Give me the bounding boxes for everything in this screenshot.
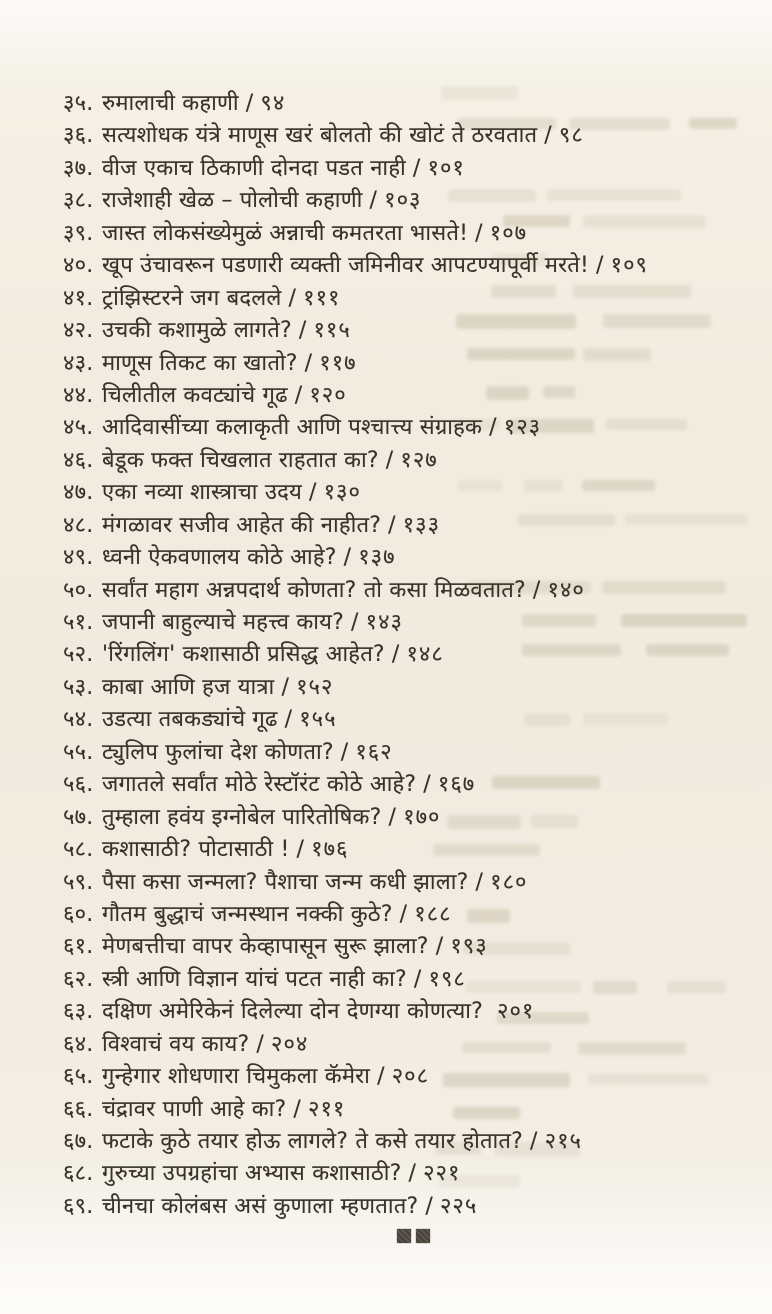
entry-number: ३७.: [63, 155, 94, 181]
entry-separator: /: [284, 707, 293, 733]
entry-number: ५३.: [63, 674, 94, 700]
entry-number: ६४.: [63, 1031, 94, 1057]
entry-title: पैसा कसा जन्मला? पैशाचा जन्म कधी झाला?: [102, 869, 469, 895]
toc-entry: [63, 639, 763, 671]
entry-number: ५९.: [63, 869, 94, 895]
toc-entry: [63, 996, 763, 1028]
entry-separator: /: [245, 91, 254, 116]
toc-entry: [63, 737, 763, 769]
toc-entry: [63, 315, 763, 347]
entry-title: गौतम बुद्धाचं जन्मस्थान नक्की कुठे?: [102, 901, 393, 927]
toc-entry: [63, 964, 763, 996]
entry-number: ५२.: [63, 642, 94, 668]
entry-page-number: १७६: [311, 837, 349, 863]
toc-entry: [63, 867, 763, 899]
entry-separator: /: [532, 577, 541, 603]
entry-title: सत्यशोधक यंत्रे माणूस खरं बोलतो की खोटं ते ठरवतात: [102, 123, 538, 149]
entry-title: दक्षिण अमेरिकेनं दिलेल्या दोन देणग्या कोणत्या?: [102, 999, 484, 1025]
entry-number: ४९.: [63, 545, 94, 571]
entry-number: ५४.: [63, 707, 94, 733]
entry-number: ५८.: [63, 837, 94, 863]
filled-square-icon: [397, 1229, 411, 1243]
entry-number: ४०.: [63, 253, 94, 279]
entry-separator: /: [388, 804, 397, 830]
entry-page-number: १३७: [358, 545, 396, 571]
entry-number: ६५.: [63, 1064, 94, 1090]
entry-page-number: १४०: [547, 577, 585, 603]
entry-page-number: १०९: [610, 253, 648, 279]
entry-separator: /: [288, 285, 297, 311]
entry-page-number: १५५: [299, 707, 337, 733]
entry-page-number: १५२: [296, 674, 334, 700]
entry-separator: /: [351, 610, 359, 635]
entry-title: उडत्या तबकड्यांचे गूढ: [102, 707, 278, 733]
toc-entry: [63, 88, 763, 120]
entry-number: ४३.: [63, 350, 94, 376]
entry-page-number: १६२: [355, 739, 393, 765]
filled-square-icon: [416, 1229, 430, 1243]
entry-separator: /: [293, 1096, 302, 1122]
toc-entry: [63, 542, 763, 574]
entry-title: उचकी कशामुळे लागते?: [102, 318, 292, 344]
entry-title: जगातले सर्वांत मोठे रेस्टॉरंट कोठे आहे?: [102, 772, 417, 798]
entry-title: खूप उंचावरून पडणारी व्यक्ती जमिनीवर आपटण्यापूर्वी मरते!: [102, 253, 590, 279]
entry-separator: /: [399, 901, 408, 927]
toc-entry: [63, 348, 763, 380]
entry-title: मेणबत्तीचा वापर केव्हापासून सुरू झाला?: [102, 934, 429, 960]
entry-title: गुन्हेगार शोधणारा चिमुकला कॅमेरा: [102, 1064, 371, 1090]
toc-entry: [63, 802, 763, 834]
entry-number: ३९.: [63, 220, 94, 246]
entry-page-number: १०७: [489, 220, 528, 246]
entry-separator: /: [391, 642, 400, 668]
toc-entry: [63, 1158, 763, 1190]
toc-entry: [63, 185, 763, 217]
entry-page-number: २२१: [423, 1161, 461, 1187]
entry-number: ६६.: [63, 1096, 94, 1122]
entry-page-number: १३०: [323, 480, 361, 506]
entry-separator: /: [475, 869, 484, 895]
table-of-contents: [63, 88, 763, 1223]
entry-number: ४१.: [63, 285, 94, 311]
entry-title: माणूस तिकट का खातो?: [102, 350, 298, 376]
toc-entry: [63, 510, 763, 542]
entry-separator: /: [423, 772, 431, 798]
entry-number: ६७.: [63, 1129, 94, 1154]
toc-entry: [63, 380, 763, 412]
entry-number: ६२.: [63, 966, 94, 992]
entry-separator: /: [413, 966, 422, 992]
entry-title: कशासाठी? पोटासाठी !: [102, 837, 290, 863]
entry-separator: /: [412, 155, 421, 181]
toc-entry: [63, 1126, 763, 1158]
toc-entry: [63, 1094, 763, 1126]
entry-number: ३५.: [63, 91, 94, 116]
entry-page-number: २२५: [439, 1193, 478, 1219]
entry-separator: /: [308, 480, 317, 506]
entry-page-number: १२०: [309, 382, 347, 408]
toc-entry: [63, 153, 763, 185]
entry-page-number: ९४: [260, 91, 286, 116]
entry-separator: /: [343, 545, 352, 571]
entry-separator: /: [425, 1193, 433, 1219]
entry-page-number: १९८: [428, 966, 466, 992]
entry-title: रुमालाची कहाणी: [102, 91, 239, 116]
entry-number: ६८.: [63, 1161, 94, 1187]
entry-separator: /: [388, 512, 396, 538]
entry-separator: /: [340, 739, 349, 765]
entry-number: ४४.: [63, 382, 94, 408]
entry-title: सर्वांत महाग अन्नपदार्थ कोणता? तो कसा मिळवतात?: [102, 577, 526, 603]
entry-page-number: १३३: [402, 512, 441, 538]
entry-separator: /: [408, 1161, 417, 1187]
toc-entry: [63, 477, 763, 509]
entry-number: ६१.: [63, 934, 94, 960]
entry-title: मंगळावर सजीव आहेत की नाहीत?: [102, 512, 382, 538]
entry-page-number: १२७: [400, 447, 438, 473]
entry-page-number: १८८: [414, 901, 452, 927]
toc-entry: [63, 575, 763, 607]
entry-number: ४६.: [63, 447, 94, 473]
entry-title: आदिवासींच्या कलाकृती आणि पश्चात्त्य संग्राहक: [102, 415, 483, 441]
toc-entry: [63, 250, 763, 282]
entry-page-number: १४३: [365, 610, 403, 635]
entry-number: ५१.: [63, 610, 94, 635]
entry-title: तुम्हाला हवंय इग्नोबेल पारितोषिक?: [102, 804, 382, 830]
entry-title: चीनचा कोलंबस असं कुणाला म्हणतात?: [102, 1193, 419, 1219]
entry-number: ४२.: [63, 318, 94, 344]
entry-separator: /: [596, 253, 604, 279]
entry-title: गुरुच्या उपग्रहांचा अभ्यास कशासाठी?: [102, 1161, 402, 1187]
entry-page-number: १०३: [384, 188, 422, 214]
entry-page-number: ९८: [558, 123, 584, 149]
entry-page-number: २१५: [544, 1129, 582, 1154]
entry-title: चंद्रावर पाणी आहे का?: [102, 1096, 287, 1122]
entry-page-number: १०१: [427, 155, 465, 181]
entry-title: काबा आणि हज यात्रा: [102, 674, 275, 700]
entry-title: जास्त लोकसंख्येमुळं अन्नाची कमतरता भासते!: [102, 220, 469, 246]
entry-separator: /: [377, 1064, 385, 1090]
toc-entry: [63, 445, 763, 477]
toc-entry: [63, 834, 763, 866]
entry-title: विश्वाचं वय काय?: [102, 1031, 250, 1057]
toc-entry: [63, 899, 763, 931]
entry-title: बेडूक फक्त चिखलात राहतात का?: [102, 447, 379, 473]
toc-entry: [63, 120, 763, 152]
entry-number: ५५.: [63, 739, 94, 765]
entry-number: ४८.: [63, 512, 94, 538]
entry-separator: /: [385, 447, 394, 473]
entry-page-number: १११: [303, 285, 341, 311]
toc-entry: [63, 218, 763, 250]
entry-separator: /: [298, 318, 307, 344]
entry-number: ४५.: [63, 415, 94, 441]
entry-title: राजेशाही खेळ – पोलोची कहाणी: [102, 188, 363, 214]
entry-separator: /: [256, 1031, 265, 1057]
entry-page-number: ११५: [313, 318, 351, 344]
entry-separator: /: [304, 350, 313, 376]
entry-separator: /: [489, 415, 497, 441]
toc-entry: [63, 283, 763, 315]
entry-separator: /: [435, 934, 444, 960]
entry-page-number: १९३: [450, 934, 488, 960]
entry-page-number: १७०: [403, 804, 441, 830]
entry-separator: /: [475, 220, 483, 246]
entry-number: ३६.: [63, 123, 94, 149]
entry-title: ट्युलिप फुलांचा देश कोणता?: [102, 739, 334, 765]
toc-entry: [63, 704, 763, 736]
entry-title: स्त्री आणि विज्ञान यांचं पटत नाही का?: [102, 966, 407, 992]
entry-number: ५७.: [63, 804, 94, 830]
entry-separator: /: [281, 674, 290, 700]
toc-entry: [63, 1029, 763, 1061]
entry-page-number: २०४: [271, 1031, 309, 1057]
entry-page-number: २११: [308, 1096, 346, 1122]
entry-separator: /: [296, 837, 305, 863]
entry-title: एका नव्या शास्त्राचा उदय: [102, 480, 302, 506]
entry-separator: /: [294, 382, 303, 408]
end-of-contents-marks: [397, 1229, 430, 1243]
toc-entry: [63, 607, 763, 639]
entry-title: चिलीतील कवट्यांचे गूढ: [102, 382, 288, 408]
entry-number: ५६.: [63, 772, 94, 798]
toc-entry: [63, 1191, 763, 1223]
entry-number: ६९.: [63, 1193, 94, 1219]
entry-title: ध्वनी ऐकवणालय कोठे आहे?: [102, 545, 337, 571]
entry-number: ३८.: [63, 188, 94, 214]
toc-entry: [63, 412, 763, 444]
toc-entry: [63, 931, 763, 963]
entry-number: ४७.: [63, 480, 94, 506]
entry-page-number: १६७: [437, 772, 476, 798]
entry-number: ६३.: [63, 999, 94, 1025]
entry-title: वीज एकाच ठिकाणी दोनदा पडत नाही: [102, 155, 406, 181]
entry-page-number: १४८: [406, 642, 444, 668]
entry-separator: /: [544, 123, 552, 149]
entry-number: ५०.: [63, 577, 94, 603]
entry-separator: /: [369, 188, 378, 214]
entry-page-number: १८०: [490, 869, 528, 895]
entry-page-number: २०८: [391, 1064, 430, 1090]
toc-entry: [63, 769, 763, 801]
entry-separator: /: [530, 1129, 538, 1154]
entry-title: फटाके कुठे तयार होऊ लागले? ते कसे तयार होतात?: [102, 1129, 524, 1154]
entry-title: ट्रांझिस्टरने जग बदलले: [102, 285, 282, 311]
entry-page-number: २०१: [497, 999, 535, 1025]
entry-page-number: ११७: [319, 350, 357, 376]
entry-title: जपानी बाहुल्याचे महत्त्व काय?: [102, 610, 345, 635]
toc-entry: [63, 1061, 763, 1093]
entry-title: 'रिंगलिंग' कशासाठी प्रसिद्ध आहेत?: [102, 642, 385, 668]
toc-entry: [63, 672, 763, 704]
entry-number: ६०.: [63, 901, 94, 927]
entry-page-number: १२३: [503, 415, 542, 441]
